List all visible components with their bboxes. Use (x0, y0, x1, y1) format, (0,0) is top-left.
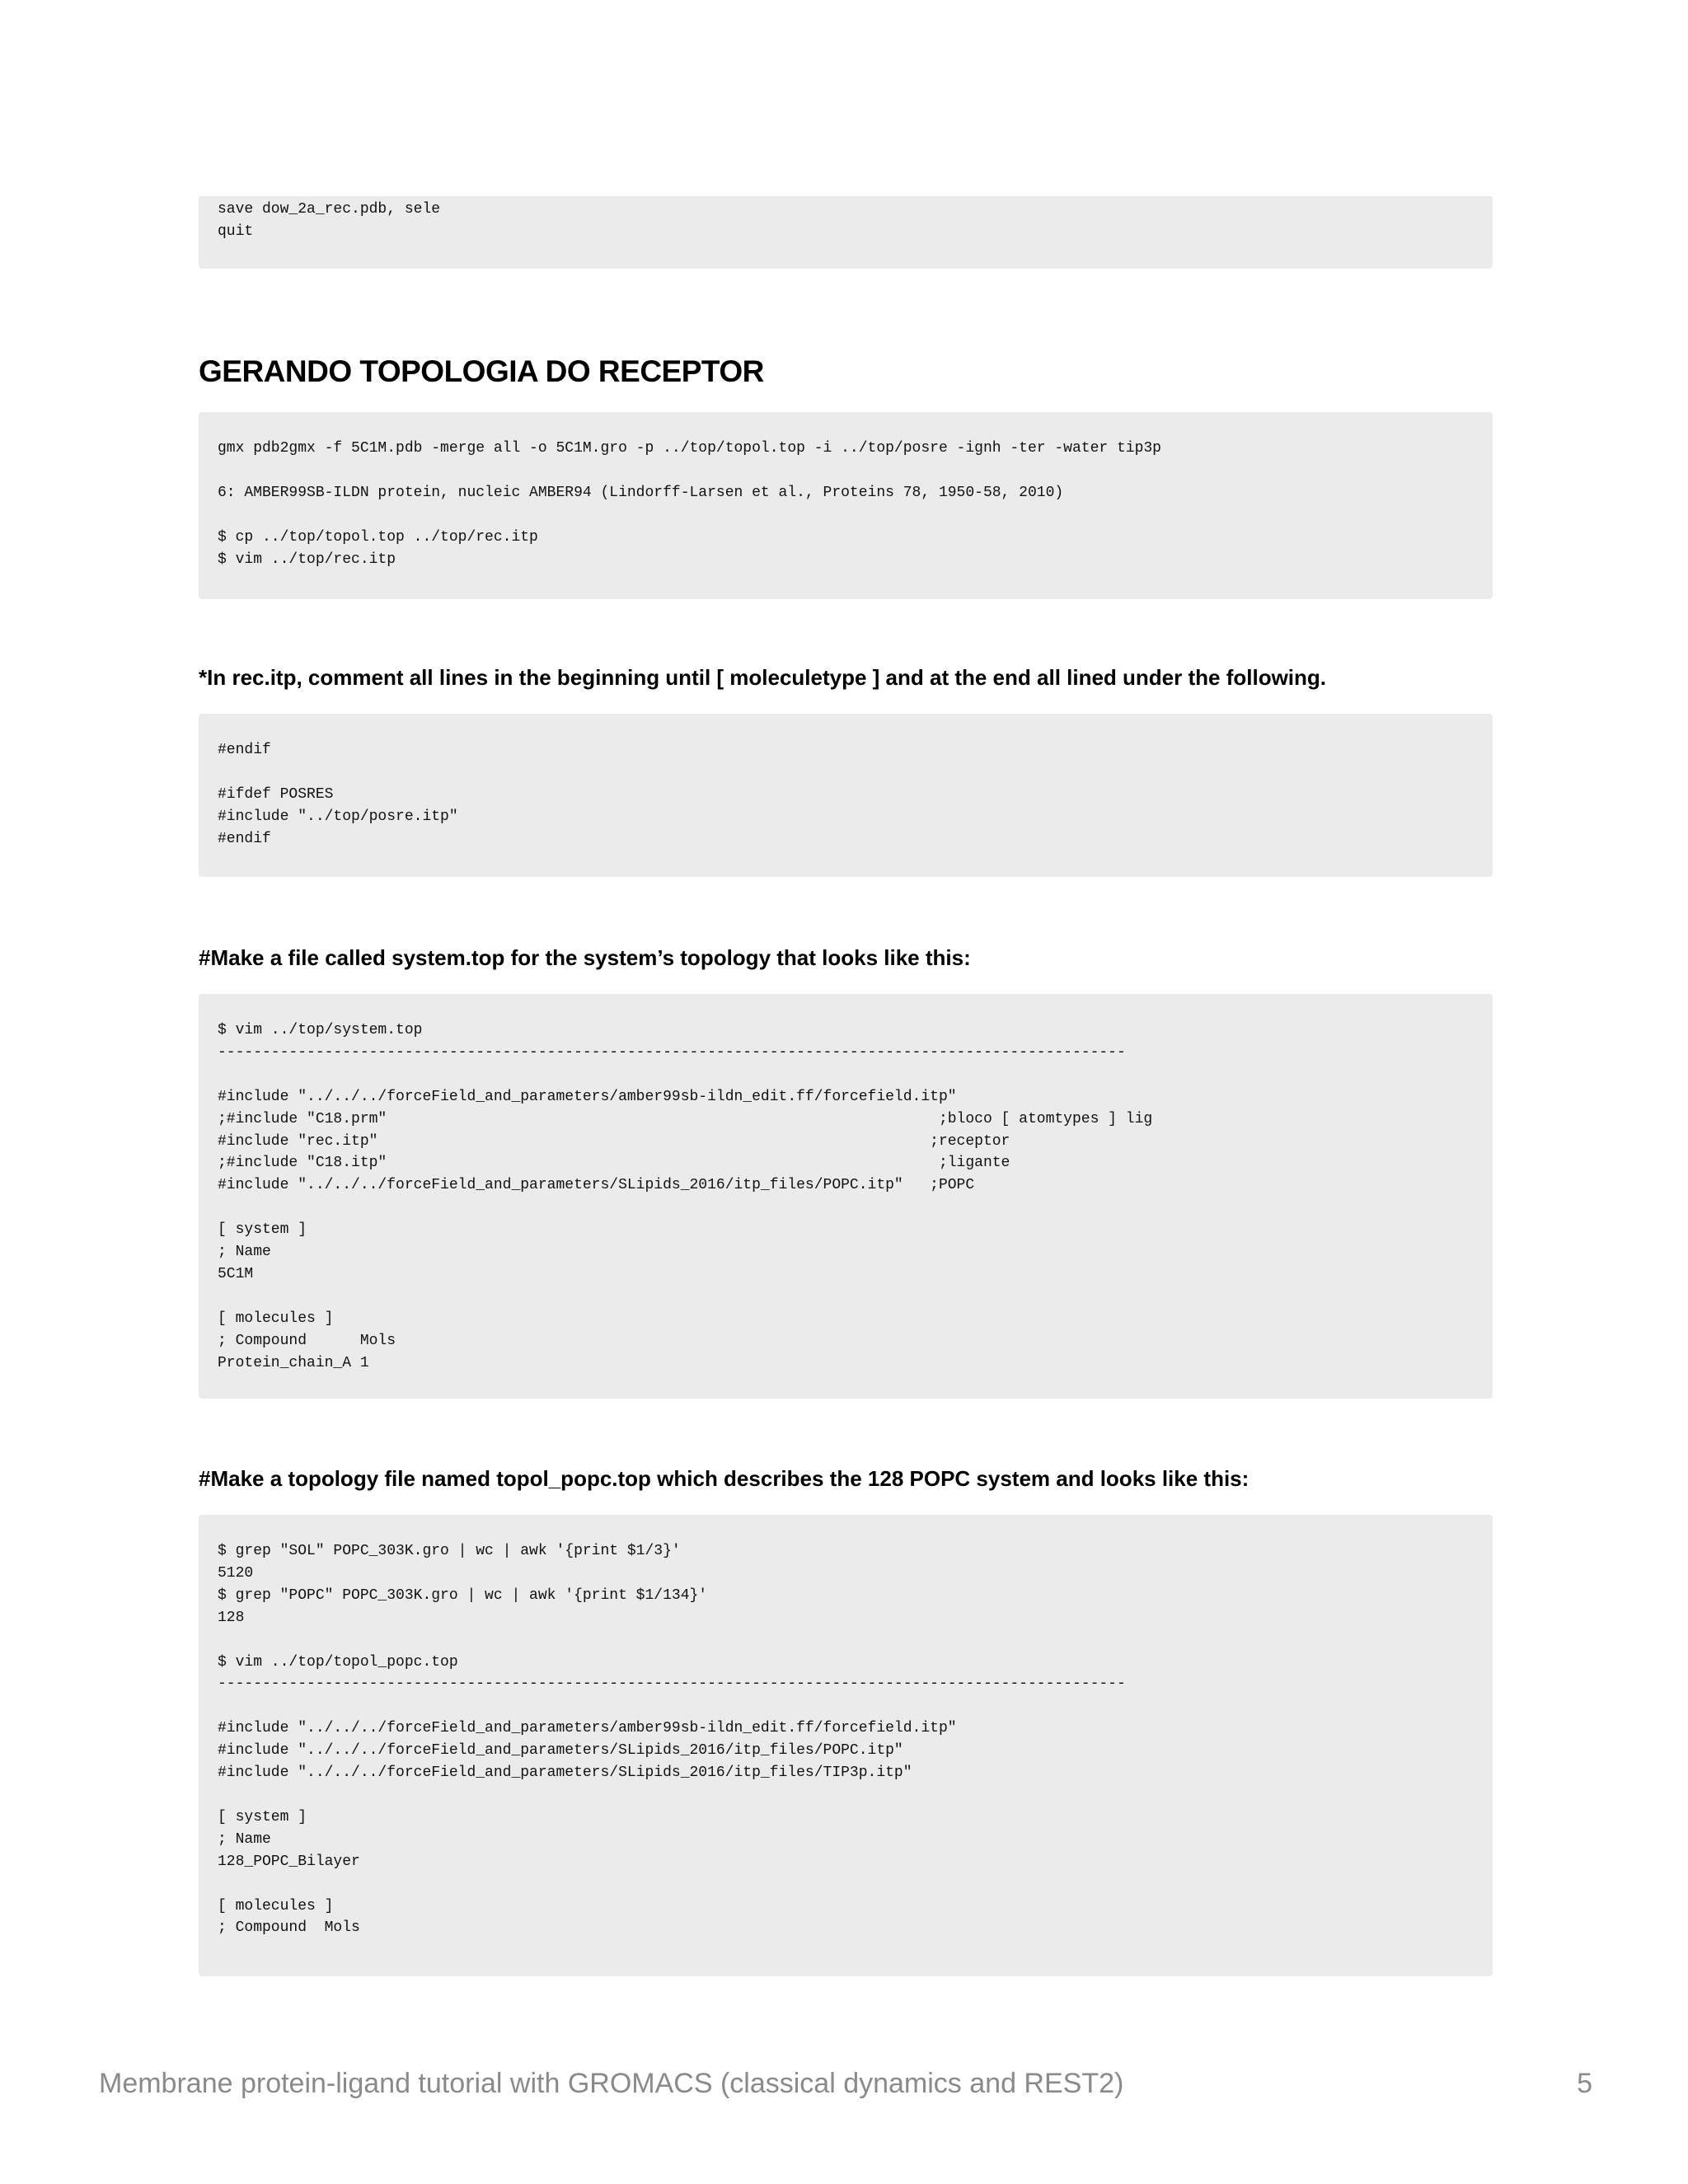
code-text: gmx pdb2gmx -f 5C1M.pdb -merge all -o 5C1M.gro -p ../top/topol.top -i ../top/posre -ignh -ter -water tip3p 6: AMBER99SB-ILDN protein, nucleic AMBER94 (Lindorff-Larsen et al., Proteins 78, 1950-58, 2010) $ cp ../top/topol.top ../top/rec.itp $ vim ../top/rec.itp (218, 440, 1161, 568)
code-text: $ grep "SOL" POPC_303K.gro | wc | awk '{print $1/3}' 5120 $ grep "POPC" POPC_303K.gro | wc | awk '{print $1/134}' 128 $ vim ../top/topol_popc.top ------------------------------------------------------------------------------------------------------ #include "../../../forceField_and_parameters/amber99sb-ildn_edit.ff/forcefield.itp" #include "../../../forceField_and_parameters/SLipids_2016/itp_files/POPC.itp" #include "../../../forceField_and_parameters/SLipids_2016/itp_files/TIP3p.itp" [ system ] ; Name 128_POPC_Bilayer [ molecules ] ; Compound Mols (218, 1543, 1126, 1937)
instruction-topol-popc: #Make a topology file named topol_popc.top which describes the 128 POPC system and looks like this: (199, 1466, 1250, 1491)
footer-document-title: Membrane protein-ligand tutorial with GROMACS (classical dynamics and REST2) (99, 2068, 1124, 2099)
footer-page-number: 5 (1577, 2068, 1592, 2099)
code-text: #endif #ifdef POSRES #include "../top/posre.itp" #endif (218, 742, 458, 847)
code-block-topol-popc (199, 1515, 1493, 1976)
code-text: $ vim ../top/system.top ------------------------------------------------------------------------------------------------------ #include "../../../forceField_and_parameters/amber99sb-ildn_edit.ff/forcefield.itp" ;#include "C18.prm" ;bloco [ atomtypes ] lig #include "rec.itp" ;receptor ;#include "C18.itp" ;ligante #include "../../../forceField_and_parameters/SLipids_2016/itp_files/POPC.itp" ;POPC [ system ] ; Name 5C1M [ molecules ] ; Compound Mols Protein_chain_A 1 (218, 1022, 1153, 1371)
instruction-system-top: #Make a file called system.top for the system’s topology that looks like this: (199, 945, 971, 970)
code-block-pymol-save (199, 196, 1493, 269)
code-block-pdb2gmx (199, 412, 1493, 599)
instruction-rec-itp: *In rec.itp, comment all lines in the beginning until [ moleculetype ] and at the end all lined under the following. (199, 665, 1327, 690)
code-text: save dow_2a_rec.pdb, sele quit (218, 201, 441, 240)
code-block-system-top (199, 994, 1493, 1399)
code-block-endif (199, 714, 1493, 877)
section-heading: GERANDO TOPOLOGIA DO RECEPTOR (199, 354, 764, 388)
